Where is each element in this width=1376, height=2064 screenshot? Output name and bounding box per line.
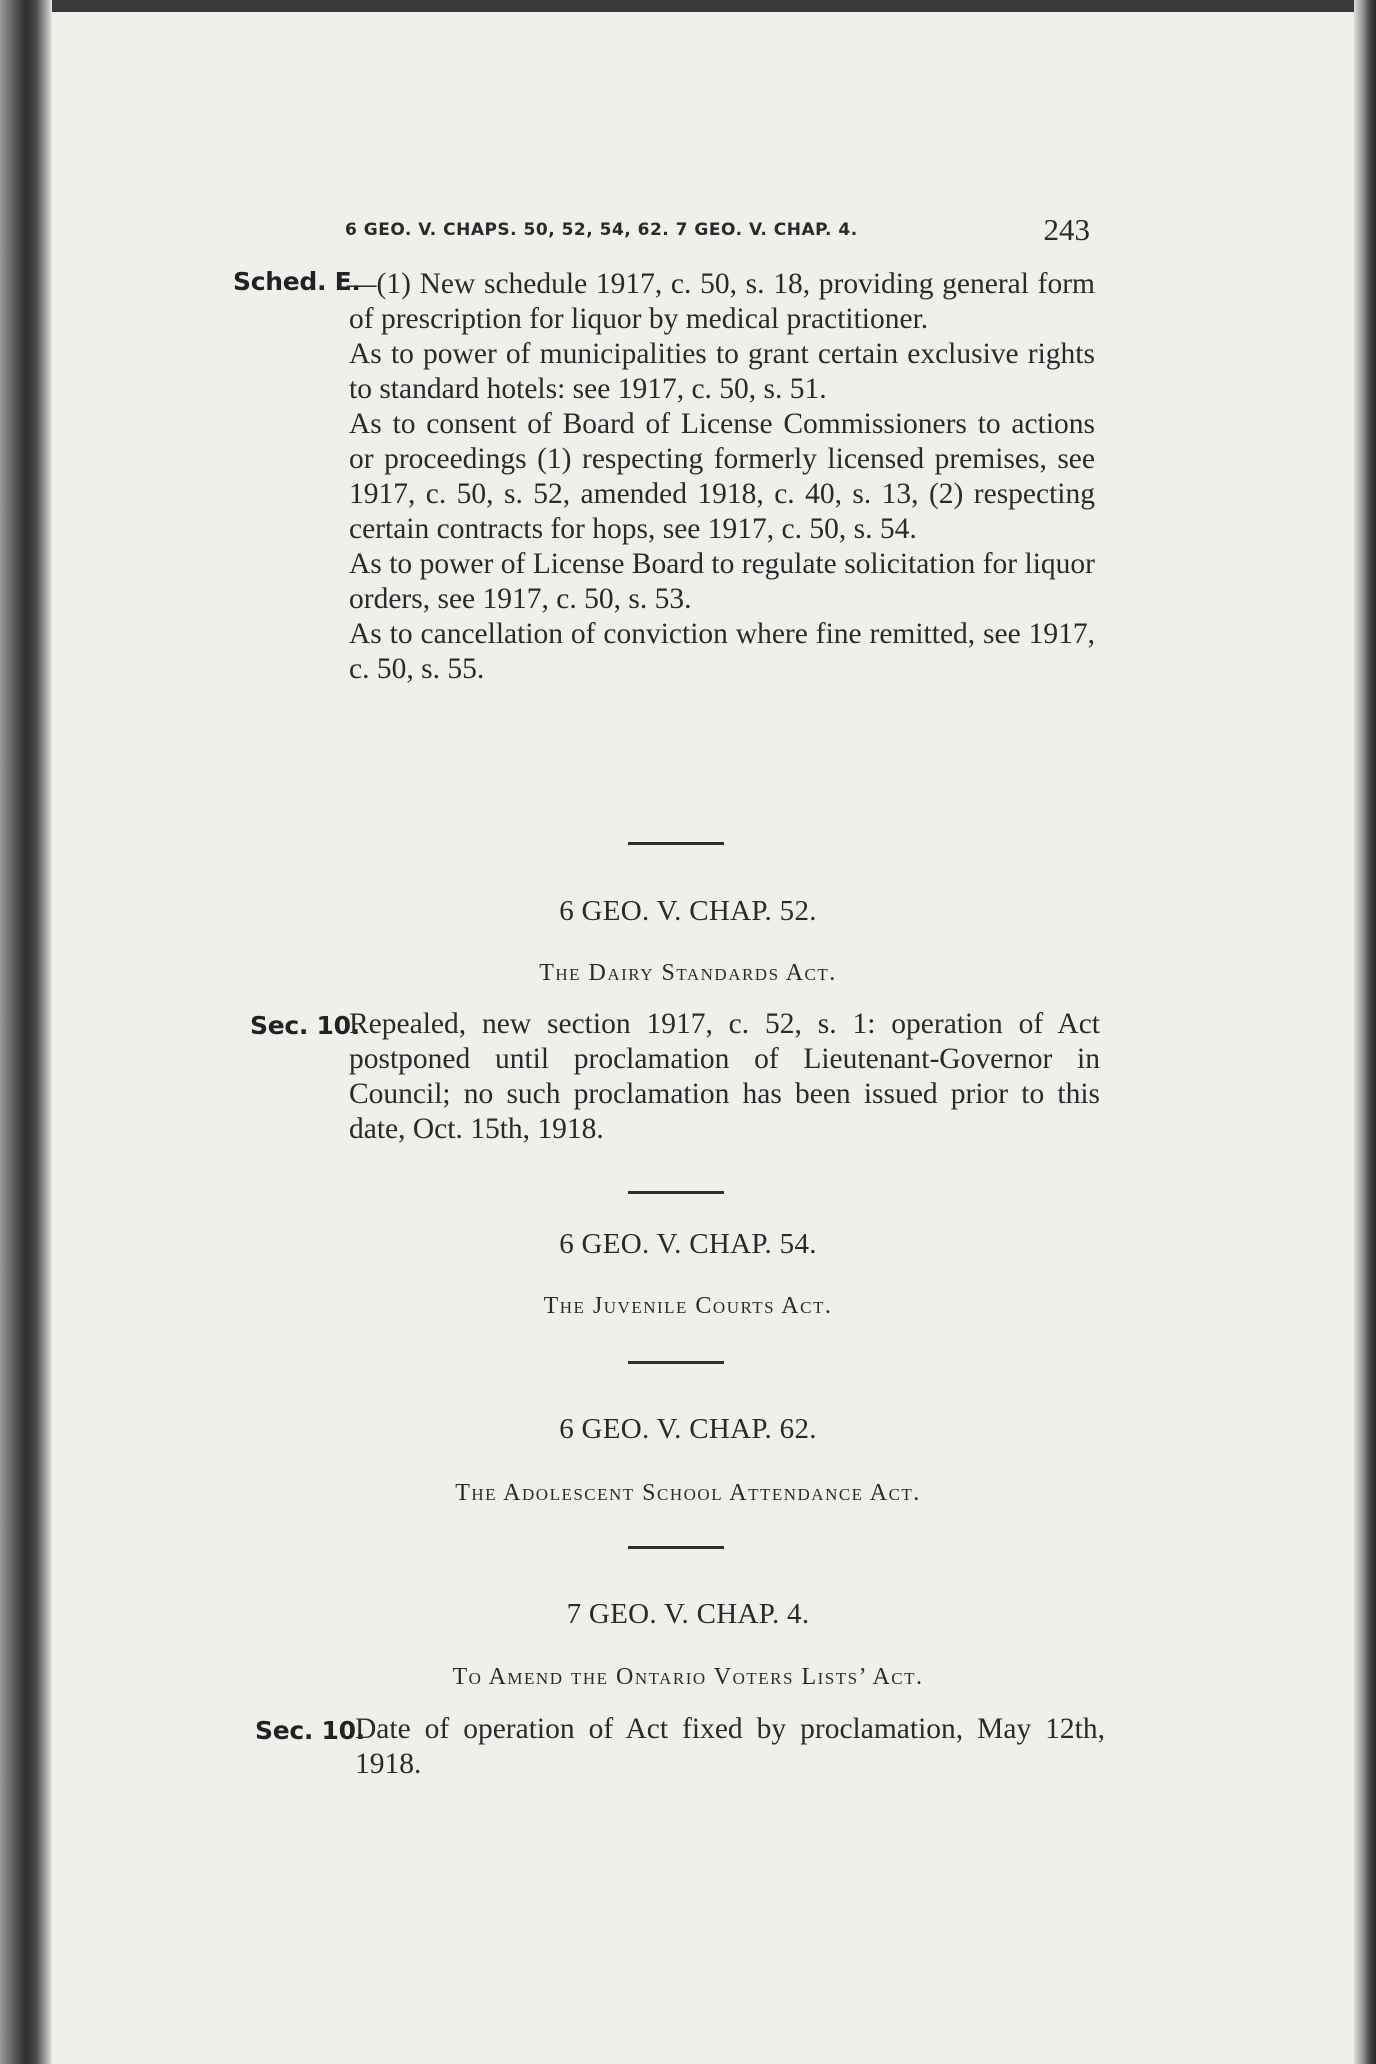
sec-10-ref: Sec. 10. bbox=[255, 1716, 365, 1745]
act-title: The Adolescent School Attendance Act. bbox=[455, 1480, 921, 1506]
book-spine-shadow bbox=[0, 0, 52, 2064]
act-title: To Amend the Ontario Voters Lists’ Act. bbox=[452, 1664, 924, 1690]
sec-10-body: Repealed, new section 1917, c. 52, s. 1: operation of Act postponed until proclamation of Lieutenant-Governor in Council; no such proclamation has been issued prior to this date, Oct. 15th, 1918. bbox=[349, 1008, 1100, 1145]
chapter-heading: 6 GEO. V. CHAP. 54. bbox=[559, 1228, 817, 1260]
page-right-edge bbox=[1354, 0, 1376, 2064]
section-rule bbox=[628, 842, 724, 845]
sched-e-body bbox=[349, 267, 1095, 687]
sched-e-para-1 bbox=[349, 267, 1095, 337]
running-head-text: 6 GEO. V. CHAPS. 50, 52, 54, 62. 7 GEO. V. CHAP. 4. bbox=[345, 220, 858, 240]
sched-e-para-2-text: As to power of municipalities to grant certain exclusive rights to standard hotels: see 1917, c. 50, s. 51. bbox=[349, 338, 1095, 405]
chapter-heading: 7 GEO. V. CHAP. 4. bbox=[566, 1598, 810, 1630]
section-rule bbox=[628, 1361, 724, 1364]
sec-10-ref: Sec. 10. bbox=[250, 1011, 360, 1040]
section-rule bbox=[628, 1546, 724, 1549]
chapter-heading: 6 GEO. V. CHAP. 52. bbox=[559, 895, 817, 927]
sched-e-para-5-text: As to cancellation of conviction where fine remitted, see 1917, c. 50, s. 55. bbox=[349, 618, 1095, 685]
act-title: The Juvenile Courts Act. bbox=[543, 1293, 833, 1319]
sched-e-para-1-text: —(1) New schedule 1917, c. 50, s. 18, providing general form of prescription for liquor by medical practitioner. bbox=[347, 268, 1095, 335]
sched-e-para-2 bbox=[349, 337, 1095, 407]
sched-e-para-3 bbox=[349, 407, 1095, 547]
running-head bbox=[345, 212, 1090, 252]
section-rule bbox=[628, 1191, 724, 1194]
act-title: The Dairy Standards Act. bbox=[539, 960, 837, 986]
sec-10-body: Date of operation of Act fixed by proclamation, May 12th, 1918. bbox=[355, 1713, 1105, 1780]
sched-e-ref: Sched. E. bbox=[233, 267, 361, 296]
sched-e-para-3-text: As to consent of Board of License Commissioners to actions or proceedings (1) respecting formerly licensed premises, see 1917, c. 50, s. 52, amended 1918, c. 40, s. 13, (2) respecting certain contracts for hops, see 1917, c. 50, s. 54. bbox=[349, 408, 1095, 545]
sched-e-para-4 bbox=[349, 547, 1095, 617]
scan-top-border bbox=[0, 0, 1376, 12]
sched-e-para-4-text: As to power of License Board to regulate solicitation for liquor orders, see 1917, c. 50, s. 53. bbox=[349, 548, 1095, 615]
page-number: 243 bbox=[1043, 212, 1090, 247]
chapter-heading: 6 GEO. V. CHAP. 62. bbox=[559, 1413, 817, 1445]
sched-e-para-5 bbox=[349, 617, 1095, 687]
